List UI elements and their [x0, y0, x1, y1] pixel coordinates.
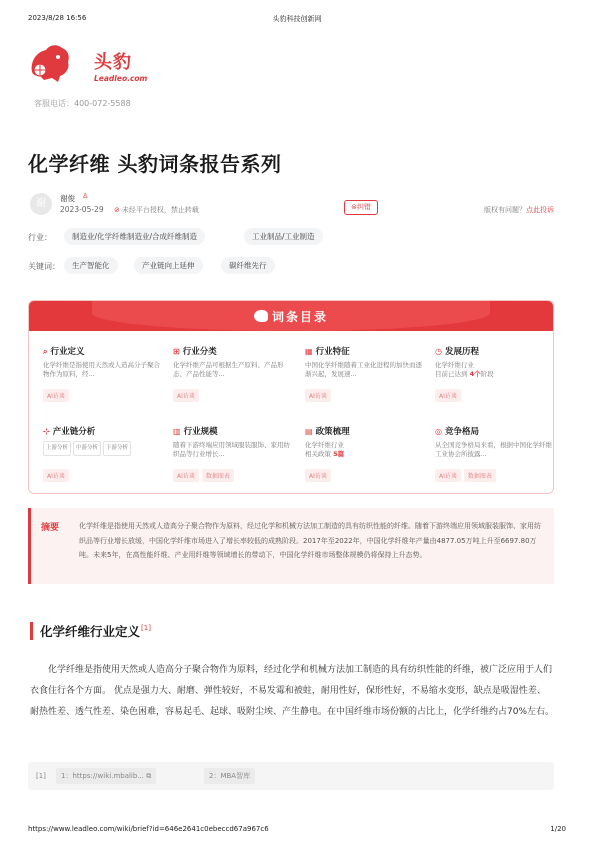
- toc-item-desc: 化学纤维是指使用天然或人造高分子聚合物作为原料，经...: [43, 361, 160, 378]
- industry-row: [28, 228, 554, 245]
- data-chart-tag[interactable]: 数据图表: [464, 469, 496, 482]
- abstract-text: 化学纤维是指使用天然或人造高分子聚合物作为原料，经过化学和机械方法加工制造的具有纺织性能的纤维。随着下游终端应用领域服装服饰、家用纺织品等行业增长放缓，中国化学纤维市场进入了增长率较低的成熟阶段。2017年至2022年，中国化学纤维年产量由4877.05万吨上升至6697.80万吨。未来5年，在高性能纤维、产业用纤维等领域增长的带动下，中国化学纤维市场整体规模仍将保持上升态势。: [79, 522, 541, 559]
- toc-desc-highlight: 5篇: [333, 450, 345, 458]
- toc-header: [29, 301, 553, 331]
- toc-item-scale[interactable]: [173, 425, 293, 482]
- author-avatar[interactable]: 谢: [30, 193, 52, 215]
- section-body: 化学纤维是指使用天然或人造高分子聚合物作为原料，经过化学和机械方法加工制造的具有纺织性能的纤维，被广泛应用于人们衣食住行各个方面。 优点是强力大、耐磨、弹性较好，不易发霉和被蛀，耐用性好，保形性好，不易缩水变形，缺点是吸湿性差、耐热性差、透气性差、染色困难，容易起毛、起球、吸附尘埃、产生静电。在中国纤维市场份额的占比上，化学纤维约占70%左右。: [30, 665, 555, 717]
- toc-item-heading: [305, 425, 425, 437]
- ai-interview-tag[interactable]: AI访谈: [435, 389, 461, 402]
- toc-item-title: 产业链分析: [52, 427, 96, 437]
- toc-desc-post: 阶段: [480, 370, 494, 378]
- keyword-tag[interactable]: 碳纤维先行: [221, 257, 275, 274]
- toc-title: [29, 308, 553, 325]
- toc-item-title: 竞争格局: [444, 427, 479, 437]
- section-title: [40, 622, 151, 640]
- chain-icon: ⊹: [43, 427, 50, 436]
- abstract-box: [28, 508, 554, 584]
- clock-icon: ◷: [435, 347, 442, 356]
- grid-icon: ▦: [305, 347, 313, 356]
- ai-interview-tag[interactable]: AI访谈: [43, 469, 69, 482]
- print-datetime: 2023/8/28 16:56: [28, 14, 87, 22]
- toc-item-desc: 中国化学纤维随着工业化进程的加快而逐渐兴起，发展速...: [305, 361, 422, 378]
- toc-item-definition[interactable]: [43, 345, 163, 402]
- report-link[interactable]: 点此投诉: [526, 206, 554, 214]
- reference-link-2[interactable]: 2：MBA智库: [204, 768, 255, 784]
- references-box: [28, 762, 554, 790]
- section-title-text: 化学纤维行业定义: [40, 624, 141, 639]
- industry-tag[interactable]: 工业制品/工业制造: [244, 228, 323, 245]
- toc-item-desc: 从全国竞争格局来看，根据中国化学纤维工业协会所披露...: [435, 441, 552, 458]
- ai-interview-tag[interactable]: AI访谈: [173, 389, 199, 402]
- customer-service-phone: 客服电话：400-072-5588: [34, 99, 131, 108]
- reference-number: [1]: [36, 772, 46, 780]
- toc-item-title: 行业特征: [315, 347, 350, 357]
- toc-item-title: 发展历程: [444, 347, 479, 357]
- toc-item-industry-chain[interactable]: [43, 425, 163, 482]
- brand-name-en: Leadleo.com: [94, 74, 148, 83]
- keywords-label: 关键词：: [28, 262, 60, 271]
- toc-item-heading: [435, 345, 554, 357]
- ai-interview-tag[interactable]: AI访谈: [305, 469, 331, 482]
- toc-item-title: 行业规模: [183, 427, 218, 437]
- search-error-icon: ⊜: [351, 203, 357, 211]
- page-title: 化学纤维 头豹词条报告系列: [28, 152, 282, 176]
- toc-item-heading: [43, 425, 163, 437]
- toc-item-title: 政策梳理: [315, 427, 350, 437]
- prohibited-icon: ⊘: [114, 206, 120, 214]
- reference-link-1[interactable]: 1：https://wiki.mbalib... ⧉: [56, 768, 156, 784]
- rights-notice: [114, 205, 199, 215]
- keyword-tag[interactable]: 产业链向上延伸: [134, 257, 203, 274]
- toc-item-desc: 化学纤维产品可根据生产原料、产品形态、产品性能等...: [173, 361, 284, 378]
- author-name[interactable]: 谢俊: [60, 194, 75, 203]
- toc-item-heading: [305, 345, 425, 357]
- correct-error-label: 纠错: [356, 203, 371, 211]
- copyright-notice: [484, 205, 554, 215]
- toc-item-heading: [173, 425, 293, 437]
- document-icon: ▤: [305, 427, 313, 436]
- toc-item-title: 行业定义: [50, 347, 85, 357]
- page-number: 1/20: [550, 825, 566, 833]
- toc-item-classification[interactable]: [173, 345, 293, 402]
- brand-name-cn: 头豹: [94, 52, 132, 73]
- toc-item-desc: [435, 361, 554, 379]
- toc-item-heading: [173, 345, 293, 357]
- hierarchy-icon: ⊞: [173, 347, 180, 356]
- rights-text: 未经平台授权，禁止转载: [121, 206, 199, 214]
- leopard-icon: [254, 310, 268, 322]
- toc-item-chain: [43, 441, 163, 461]
- data-chart-tag[interactable]: 数据图表: [202, 469, 234, 482]
- bar-chart-icon: ▥: [173, 427, 181, 436]
- toc-item-features[interactable]: [305, 345, 425, 402]
- toc-item-competition[interactable]: [435, 425, 554, 482]
- midstream-analysis-tag[interactable]: 中游分析: [73, 441, 101, 456]
- industry-tag[interactable]: 制造业/化学纤维制造业/合成纤维制造: [64, 228, 205, 245]
- keyword-tag[interactable]: 生产智能化: [64, 257, 118, 274]
- author-badge-icon: ♙: [82, 192, 89, 200]
- toc-item-desc: [305, 441, 425, 459]
- ai-interview-tag[interactable]: AI访谈: [43, 389, 69, 402]
- ai-interview-tag[interactable]: AI访谈: [435, 469, 461, 482]
- toc-item-title: 行业分类: [182, 347, 217, 357]
- toc-desc-highlight: 4个: [469, 370, 481, 378]
- toc-item-heading: [43, 345, 163, 357]
- toc-desc-pre: 化学纤维行业 目前已达到: [435, 361, 474, 378]
- publish-date: 2023-05-29: [60, 205, 104, 214]
- ai-interview-tag[interactable]: AI访谈: [305, 389, 331, 402]
- toc-item-heading: [435, 425, 554, 437]
- toc-card: [28, 300, 554, 494]
- toc-item-policy[interactable]: [305, 425, 425, 482]
- ai-interview-tag[interactable]: AI访谈: [173, 469, 199, 482]
- downstream-analysis-tag[interactable]: 下游分析: [103, 441, 131, 456]
- toc-item-history[interactable]: [435, 345, 554, 402]
- section-accent-bar: [30, 622, 33, 640]
- keywords-row: [28, 257, 554, 274]
- leopard-logo-icon: [28, 42, 72, 86]
- target-icon: ◎: [435, 427, 442, 436]
- search-icon: ⌕: [43, 347, 48, 356]
- industry-label: 行业：: [28, 233, 52, 242]
- upstream-analysis-tag[interactable]: 上游分析: [43, 441, 71, 456]
- toc-title-text: 词条目录: [271, 310, 328, 324]
- toc-desc-pre: 化学纤维行业 相关政策: [305, 441, 344, 458]
- leadleo-logo[interactable]: [28, 42, 148, 92]
- correct-error-button[interactable]: [344, 200, 378, 215]
- copyright-question: 版权有问题？: [484, 206, 526, 214]
- toc-item-desc: 随着下游终端应用领域服装服饰、家用纺织品等行业增长...: [173, 441, 290, 458]
- abstract-label: 摘要: [41, 523, 60, 533]
- print-site-title: 头豹科技创新网: [272, 15, 322, 23]
- print-url: https://www.leadleo.com/wiki/brief?id=646e2641c0ebeccd67a967c6: [28, 825, 269, 833]
- footnote-ref[interactable]: [1]: [141, 624, 151, 632]
